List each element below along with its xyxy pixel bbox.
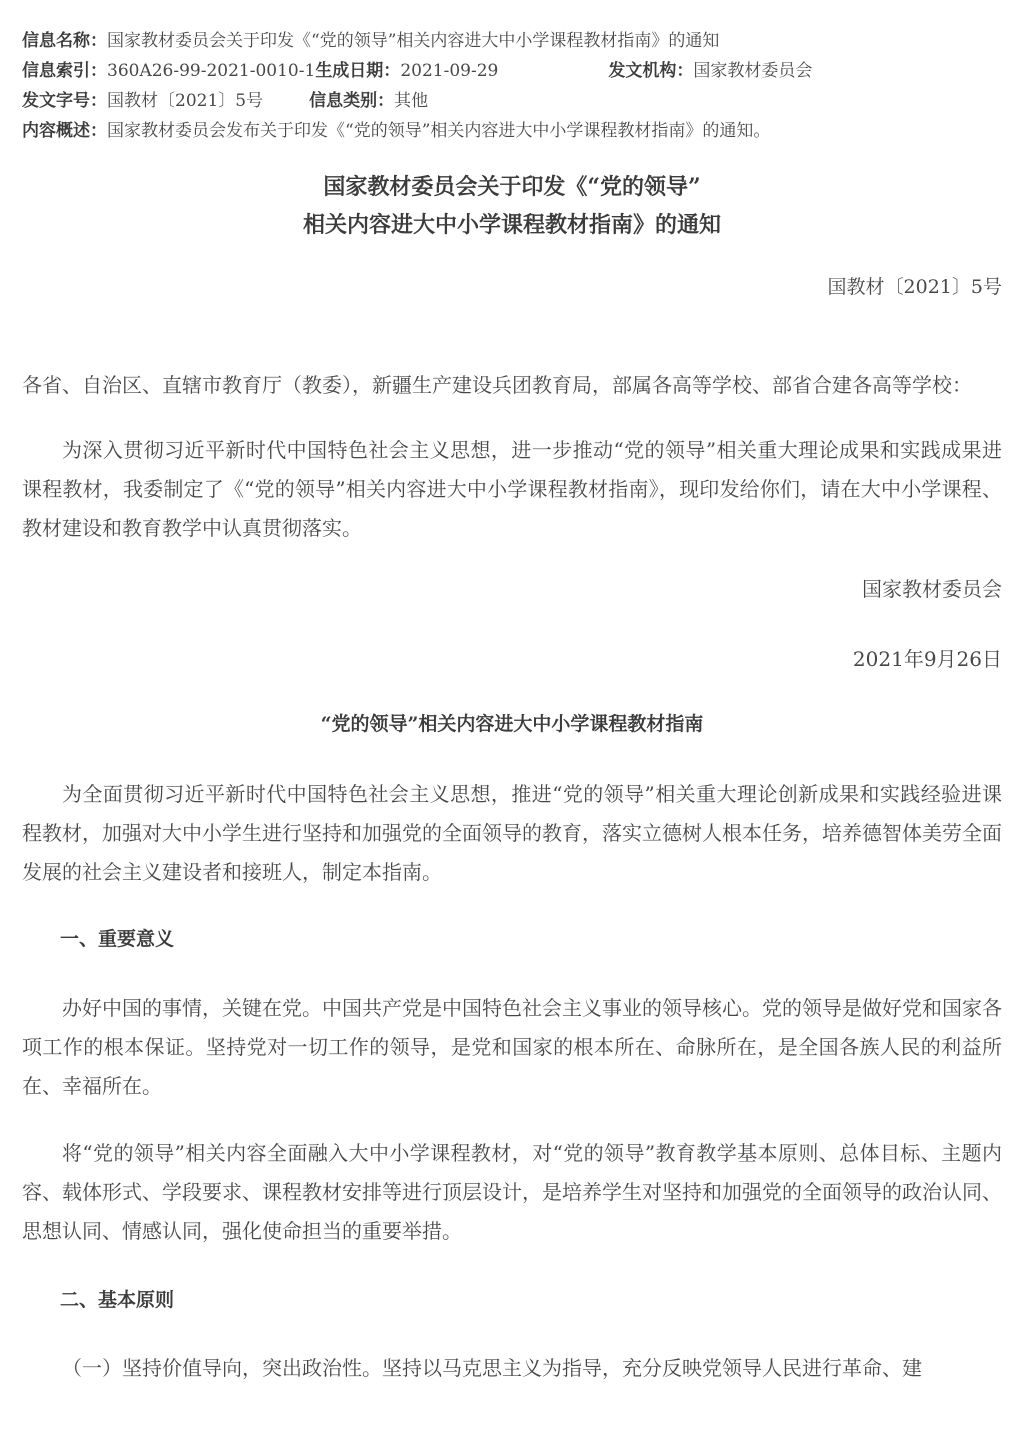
meta-label-gen-date: 生成日期： bbox=[315, 61, 401, 81]
section-heading-2: 二、基本原则 bbox=[60, 1289, 175, 1311]
section-heading-1: 一、重要意义 bbox=[60, 928, 175, 950]
notice-title-line1: 国家教材委员会关于印发《“党的领导” bbox=[323, 174, 701, 200]
meta-row-docno-category bbox=[22, 86, 1002, 116]
section1-paragraph-1: 办好中国的事情，关键在党。中国共产党是中国特色社会主义事业的领导核心。党的领导是做好党和国家各项工作的根本保证。坚持党对一切工作的领导，是党和国家的根本所在、命脉所在，是全国各族人民的利益所在、幸福所在。 bbox=[22, 996, 1002, 1098]
meta-value-info-name: 国家教材委员会关于印发《“党的领导”相关内容进大中小学课程教材指南》的通知 bbox=[107, 31, 720, 51]
notice-body-paragraph: 为深入贯彻习近平新时代中国特色社会主义思想，进一步推动“党的领导”相关重大理论成果和实践成果进课程教材，我委制定了《“党的领导”相关内容进大中小学课程教材指南》，现印发给你们，请在大中小学课程、教材建设和教育教学中认真贯彻落实。 bbox=[22, 438, 1002, 540]
signature-date: 2021年9月26日 bbox=[852, 647, 1002, 671]
notice-title-line2: 相关内容进大中小学课程教材指南》的通知 bbox=[302, 212, 721, 238]
metadata-block bbox=[22, 26, 1002, 146]
meta-label-issuing-agency: 发文机构： bbox=[608, 61, 694, 81]
meta-label-info-index: 信息索引： bbox=[22, 61, 107, 81]
guide-intro-paragraph: 为全面贯彻习近平新时代中国特色社会主义思想，推进“党的领导”相关重大理论创新成果和实践经验进课程教材，加强对大中小学生进行坚持和加强党的全面领导的教育，落实立德树人根本任务，培养德智体美劳全面发展的社会主义建设者和接班人，制定本指南。 bbox=[22, 782, 1002, 884]
meta-row-info-name bbox=[22, 26, 1002, 56]
section1-paragraph-2: 将“党的领导”相关内容全面融入大中小学课程教材，对“党的领导”教育教学基本原则、总体目标、主题内容、载体形式、学段要求、课程教材安排等进行顶层设计，是培养学生对坚持和加强党的全面领导的政治认同、思想认同、情感认同，强化使命担当的重要举措。 bbox=[22, 1141, 1002, 1243]
meta-value-gen-date: 2021-09-29 bbox=[400, 61, 499, 81]
meta-row-index-date-agency bbox=[22, 56, 1002, 86]
meta-value-info-category: 其他 bbox=[394, 91, 429, 111]
meta-label-info-name: 信息名称： bbox=[22, 31, 107, 51]
meta-value-info-index: 360A26-99-2021-0010-1 bbox=[107, 61, 316, 81]
meta-value-issuing-agency: 国家教材委员会 bbox=[693, 61, 813, 81]
meta-label-summary: 内容概述： bbox=[22, 121, 107, 141]
recipients-paragraph: 各省、自治区、直辖市教育厅（教委），新疆生产建设兵团教育局，部属各高等学校、部省合建各高等学校： bbox=[22, 373, 972, 397]
meta-label-doc-number: 发文字号： bbox=[22, 91, 107, 111]
meta-row-summary bbox=[22, 116, 1002, 146]
guide-subtitle: “党的领导”相关内容进大中小学课程教材指南 bbox=[320, 713, 704, 735]
meta-value-summary: 国家教材委员会发布关于印发《“党的领导”相关内容进大中小学课程教材指南》的通知。 bbox=[107, 121, 771, 141]
signature-org: 国家教材委员会 bbox=[862, 577, 1002, 601]
section2-paragraph-1: （一）坚持价值导向，突出政治性。坚持以马克思主义为指导，充分反映党领导人民进行革命、建 bbox=[62, 1356, 922, 1380]
meta-value-doc-number: 国教材〔2021〕5号 bbox=[107, 91, 264, 111]
notice-title bbox=[22, 168, 1002, 244]
document-number: 国教材〔2021〕5号 bbox=[827, 276, 1002, 298]
meta-label-info-category: 信息类别： bbox=[309, 91, 395, 111]
